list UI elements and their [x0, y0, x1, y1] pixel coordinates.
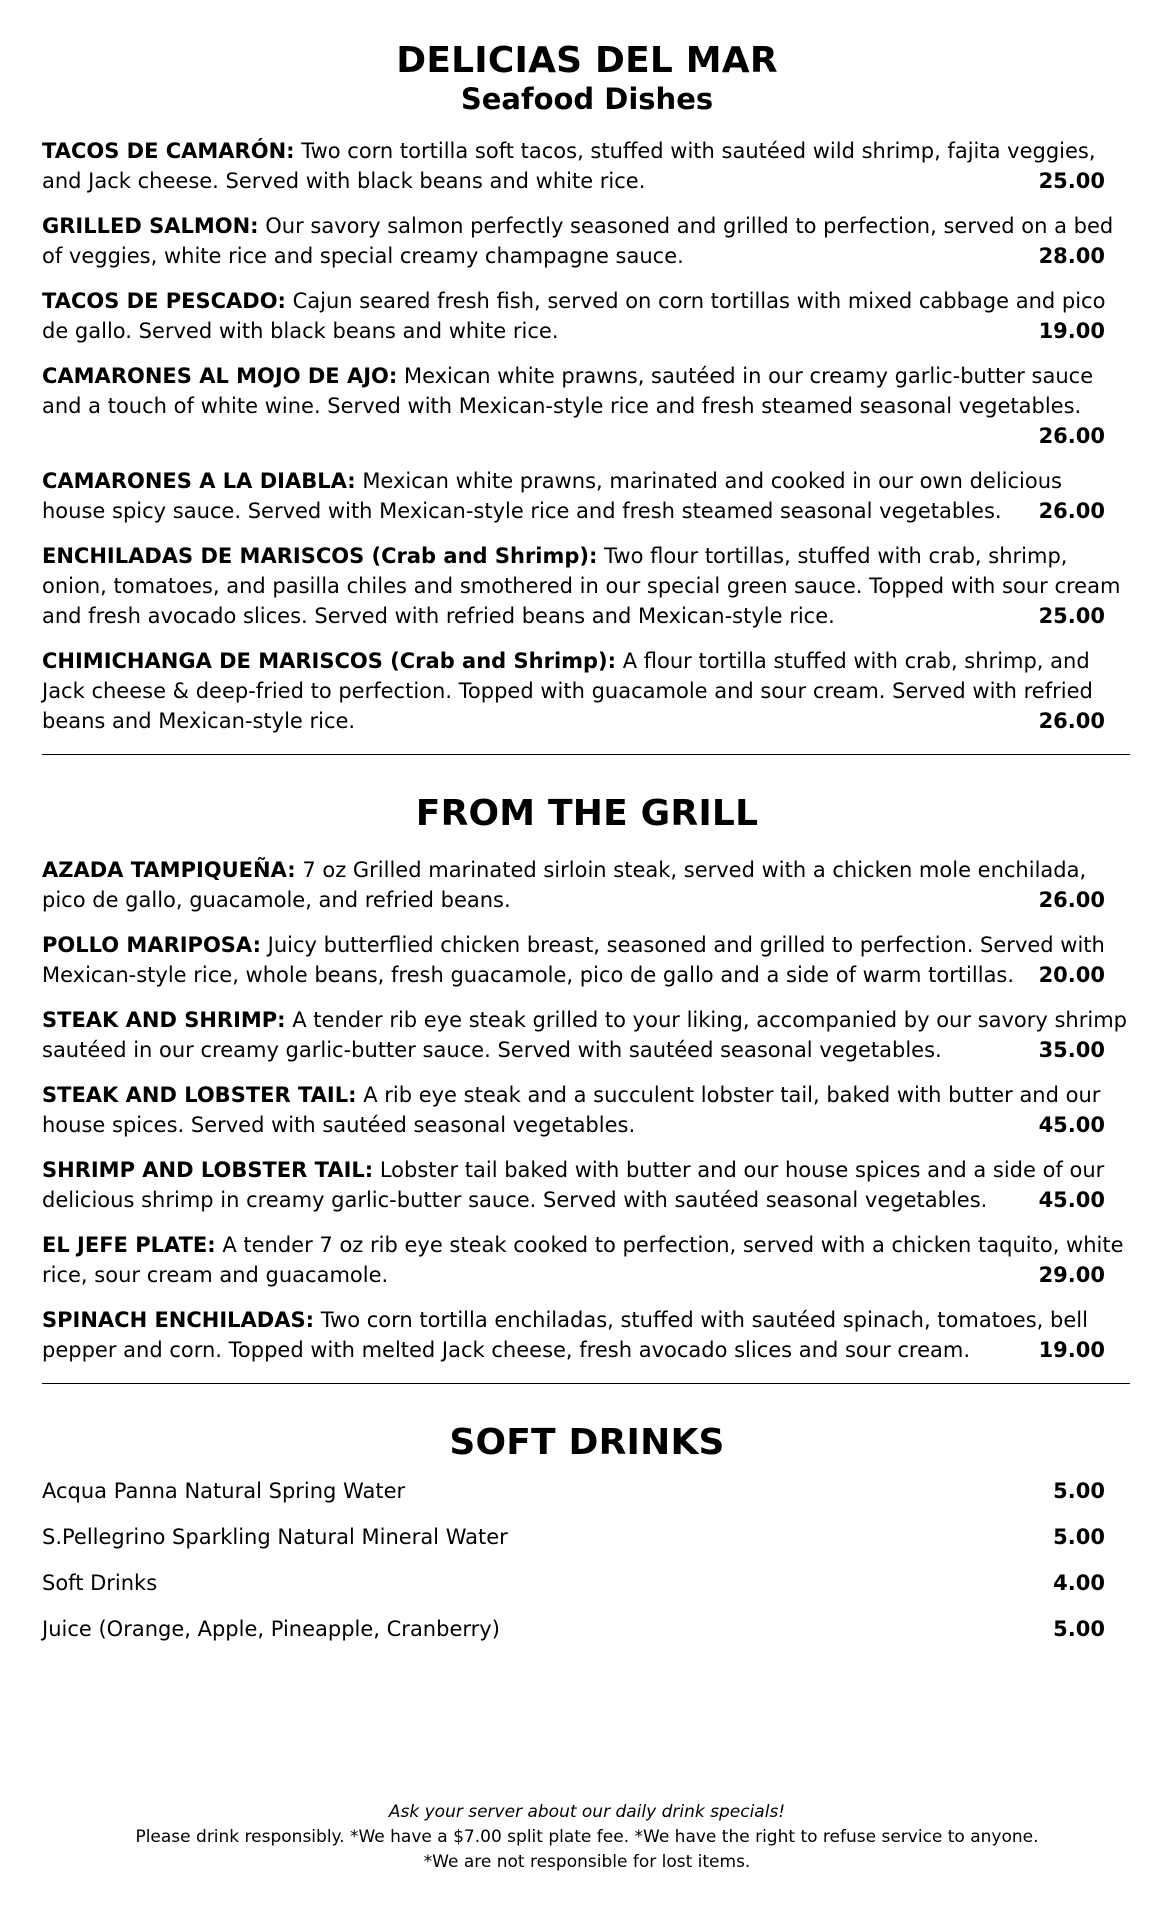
- policy-note: Please drink responsibly. *We have a $7.00 split plate fee. *We have the right to refuse service to anyone.: [135, 1827, 1039, 1847]
- item-price: 35.00: [1038, 1038, 1105, 1062]
- item-description: Lobster tail baked with butter and our house spices and a side of our delicious shrimp in creamy garlic-butter sauce. Served with sautéed seasonal vegetables.: [42, 1158, 1105, 1212]
- item-name: TACOS DE CAMARÓN:: [42, 139, 295, 163]
- menu-item: [42, 930, 1132, 990]
- item-description: A flour tortilla stuffed with crab, shrimp, and Jack cheese & deep-fried to perfection. Topped with guacamole and sour cream. Served with refried beans and Mexican-style rice.: [42, 649, 1093, 733]
- item-description: Our savory salmon perfectly seasoned and grilled to perfection, served on a bed of veggies, white rice and special creamy champagne sauce.: [42, 214, 1114, 268]
- item-name: EL JEFE PLATE:: [42, 1233, 216, 1257]
- item-price: 25.00: [1038, 604, 1105, 628]
- item-price: 28.00: [1038, 244, 1105, 268]
- item-price: 19.00: [1038, 1338, 1105, 1362]
- drink-item: [42, 1614, 1132, 1644]
- menu-item: [42, 211, 1132, 271]
- item-name: TACOS DE PESCADO:: [42, 289, 286, 313]
- drinks-title: SOFT DRINKS: [449, 1422, 725, 1463]
- drink-specials-note: Ask your server about our daily drink specials!: [388, 1802, 786, 1822]
- menu-item: [42, 1005, 1132, 1065]
- drink-price: 5.00: [1053, 1617, 1105, 1641]
- drink-item: [42, 1476, 1132, 1506]
- item-description: 7 oz Grilled marinated sirloin steak, served with a chicken mole enchilada, pico de gallo, guacamole, and refried beans.: [42, 858, 1087, 912]
- section-divider: [42, 1383, 1130, 1384]
- drink-name: Acqua Panna Natural Spring Water: [42, 1479, 406, 1503]
- grill-title: FROM THE GRILL: [415, 793, 759, 834]
- drink-price: 5.00: [1053, 1525, 1105, 1549]
- menu-item: [42, 361, 1132, 451]
- menu-item: [42, 541, 1132, 631]
- lost-items-note: *We are not responsible for lost items.: [423, 1852, 751, 1872]
- item-name: SPINACH ENCHILADAS:: [42, 1308, 315, 1332]
- menu-item: [42, 286, 1132, 346]
- item-description: Cajun seared fresh fish, served on corn tortillas with mixed cabbage and pico de gallo. Served with black beans and white rice.: [42, 289, 1106, 343]
- item-price: 26.00: [1038, 709, 1105, 733]
- item-description: A rib eye steak and a succulent lobster tail, baked with butter and our house spices. Served with sautéed seasonal vegetables.: [42, 1083, 1101, 1137]
- item-description: Two corn tortilla enchiladas, stuffed with sautéed spinach, tomatoes, bell pepper and corn. Topped with melted Jack cheese, fresh avocado slices and sour cream.: [42, 1308, 1088, 1362]
- item-description: Mexican white prawns, marinated and cooked in our own delicious house spicy sauce. Served with Mexican-style rice and fresh steamed seasonal vegetables.: [42, 469, 1062, 523]
- item-name: STEAK AND LOBSTER TAIL:: [42, 1083, 357, 1107]
- item-description: A tender 7 oz rib eye steak cooked to perfection, served with a chicken taquito, white rice, sour cream and guacamole.: [42, 1233, 1124, 1287]
- menu-item: [42, 855, 1132, 915]
- menu-item: [42, 1230, 1132, 1290]
- item-name: GRILLED SALMON:: [42, 214, 259, 238]
- drink-item: [42, 1522, 1132, 1552]
- item-name: CAMARONES AL MOJO DE AJO:: [42, 364, 398, 388]
- item-price: 26.00: [1038, 499, 1105, 523]
- item-name: AZADA TAMPIQUEÑA:: [42, 858, 296, 882]
- item-price: 26.00: [1038, 888, 1105, 912]
- item-description: Two corn tortilla soft tacos, stuffed with sautéed wild shrimp, fajita veggies, and Jack cheese. Served with black beans and white rice.: [42, 139, 1096, 193]
- section-divider: [42, 754, 1130, 755]
- item-name: POLLO MARIPOSA:: [42, 933, 261, 957]
- seafood-title: DELICIAS DEL MAR: [396, 40, 778, 81]
- item-description: Juicy butterflied chicken breast, seasoned and grilled to perfection. Served with Mexican-style rice, whole beans, fresh guacamole, pico de gallo and a side of warm tortillas.: [42, 933, 1105, 987]
- drink-name: Soft Drinks: [42, 1571, 158, 1595]
- menu-item: [42, 646, 1132, 736]
- item-name: CHIMICHANGA DE MARISCOS (Crab and Shrimp):: [42, 649, 617, 673]
- item-description: Two flour tortillas, stuffed with crab, shrimp, onion, tomatoes, and pasilla chiles and smothered in our special green sauce. Topped with sour cream and fresh avocado slices. Served with refried beans and Mexican-style rice.: [42, 544, 1121, 628]
- menu-page: [42, 40, 1132, 1660]
- item-description: Mexican white prawns, sautéed in our creamy garlic-butter sauce and a touch of white wine. Served with Mexican-style rice and fresh steamed seasonal vegetables.: [42, 364, 1094, 418]
- item-price: 20.00: [1038, 963, 1105, 987]
- item-name: STEAK AND SHRIMP:: [42, 1008, 286, 1032]
- drink-name: Juice (Orange, Apple, Pineapple, Cranberry): [42, 1617, 500, 1641]
- grill-list: [42, 855, 1132, 1365]
- drink-price: 5.00: [1053, 1479, 1105, 1503]
- footer-notes: [0, 1800, 1174, 1875]
- drink-item: [42, 1568, 1132, 1598]
- menu-item: [42, 1080, 1132, 1140]
- drinks-list: [42, 1476, 1132, 1644]
- menu-item: [42, 466, 1132, 526]
- item-price: 26.00: [1038, 424, 1105, 448]
- menu-item: [42, 1305, 1132, 1365]
- menu-item: [42, 136, 1132, 196]
- item-name: SHRIMP AND LOBSTER TAIL:: [42, 1158, 374, 1182]
- seafood-subtitle: Seafood Dishes: [460, 82, 714, 116]
- item-name: CAMARONES A LA DIABLA:: [42, 469, 356, 493]
- item-price: 25.00: [1038, 169, 1105, 193]
- item-name: ENCHILADAS DE MARISCOS (Crab and Shrimp):: [42, 544, 598, 568]
- item-price: 19.00: [1038, 319, 1105, 343]
- item-price: 45.00: [1038, 1113, 1105, 1137]
- item-price: 45.00: [1038, 1188, 1105, 1212]
- drink-price: 4.00: [1053, 1571, 1105, 1595]
- drink-name: S.Pellegrino Sparkling Natural Mineral Water: [42, 1525, 508, 1549]
- menu-item: [42, 1155, 1132, 1215]
- seafood-list: [42, 136, 1132, 736]
- item-price: 29.00: [1038, 1263, 1105, 1287]
- item-description: A tender rib eye steak grilled to your liking, accompanied by our savory shrimp sautéed in our creamy garlic-butter sauce. Served with sautéed seasonal vegetables.: [42, 1008, 1127, 1062]
